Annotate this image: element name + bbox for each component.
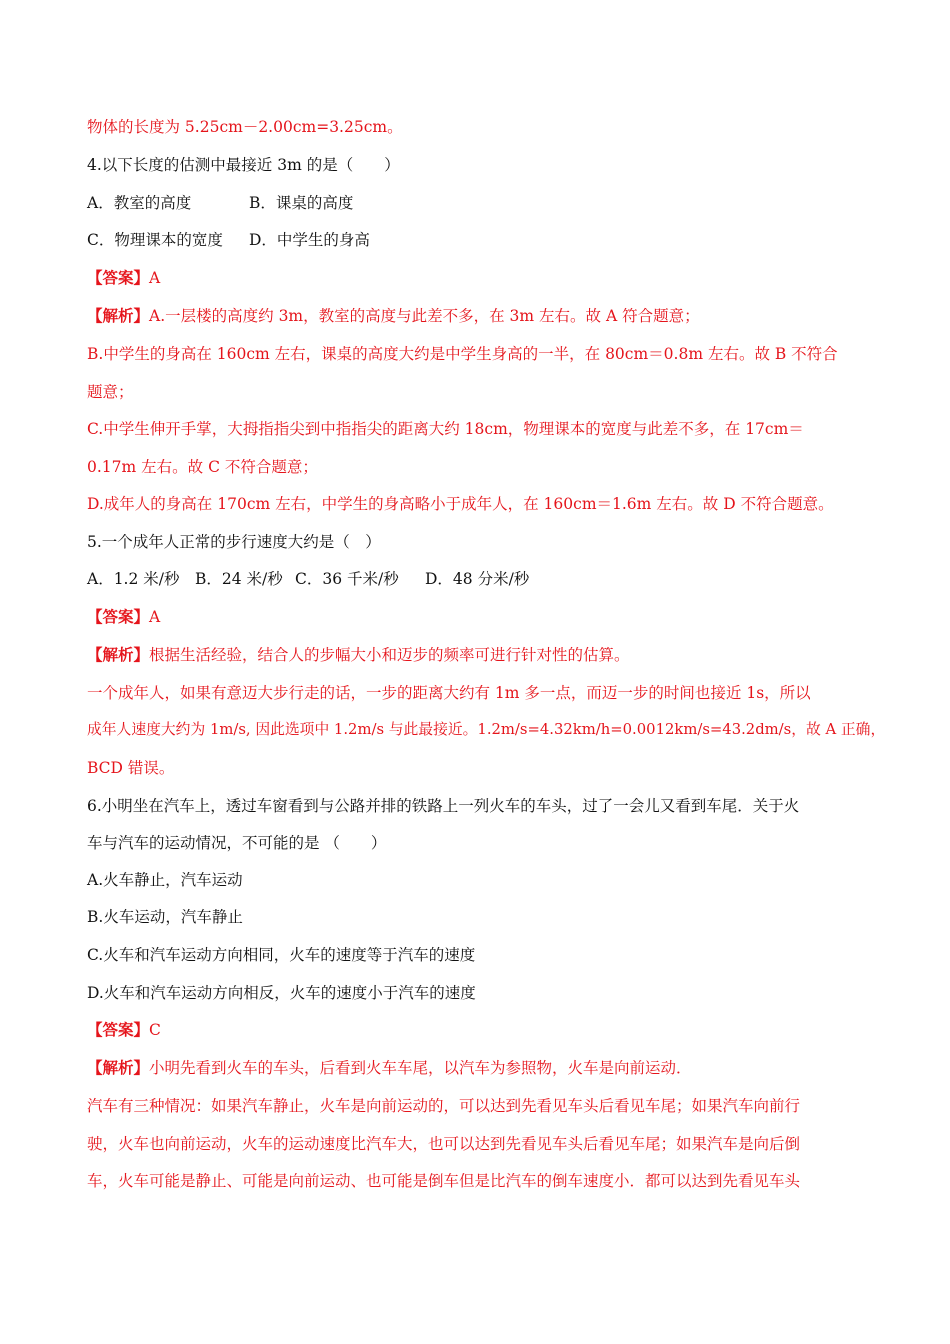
question-4-analysis-line: 题意； — [87, 383, 134, 401]
question-5-option-c: C．36 千米/秒 — [295, 570, 399, 588]
question-6-stem-line: 6.小明坐在汽车上，透过车窗看到与公路并排的铁路上一列火车的车头，过了一会儿又看到车尾．关于火 — [87, 797, 800, 815]
question-4-option-a: A．教室的高度 — [87, 194, 192, 212]
analysis-label: 【解析】 — [87, 1058, 150, 1077]
analysis-text: 小明先看到火车的车头，后看到火车车尾，以汽车为参照物，火车是向前运动． — [149, 1059, 692, 1077]
question-5-option-a: A．1.2 米/秒 — [87, 570, 180, 588]
answer-value: C — [149, 1021, 161, 1039]
question-6-option-d: D.火车和汽车运动方向相反，火车的速度小于汽车的速度 — [87, 984, 476, 1002]
question-5-analysis-line: 一个成年人，如果有意迈大步行走的话，一步的距离大约有 1m 多一点，而迈一步的时间也接近 1s，所以 — [87, 684, 811, 702]
answer-label: 【答案】 — [87, 268, 150, 287]
analysis-text: 根据生活经验，结合人的步幅大小和迈步的频率可进行针对性的估算。 — [149, 646, 630, 664]
analysis-label: 【解析】 — [87, 306, 150, 325]
question-4-option-b: B．课桌的高度 — [249, 194, 354, 212]
answer-value: A — [149, 269, 161, 287]
question-4-analysis-line: D.成年人的身高在 170cm 左右，中学生的身高略小于成年人，在 160cm＝1.6m 左右。故 D 不符合题意。 — [87, 495, 834, 513]
question-6-stem-line: 车与汽车的运动情况，不可能的是 （ ） — [87, 834, 387, 852]
question-6-analysis-line — [87, 1057, 890, 1079]
question-4-option-c: C．物理课本的宽度 — [87, 231, 223, 249]
question-6-analysis-line: 车，火车可能是静止、可能是向前运动、也可能是倒车但是比汽车的倒车速度小．都可以达到先看见车头 — [87, 1172, 801, 1190]
question-4-option-d: D．中学生的身高 — [249, 231, 370, 249]
question-4-stem: 4.以下长度的估测中最接近 3m 的是（ ） — [87, 156, 400, 174]
analysis-label: 【解析】 — [87, 645, 150, 664]
question-6-option-c: C.火车和汽车运动方向相同，火车的速度等于汽车的速度 — [87, 946, 476, 964]
question-6-option-b: B.火车运动，汽车静止 — [87, 908, 243, 926]
question-4-analysis-line — [87, 305, 890, 327]
question-5-stem: 5.一个成年人正常的步行速度大约是（ ） — [87, 533, 381, 551]
question-6-analysis-line: 汽车有三种情况：如果汽车静止，火车是向前运动的，可以达到先看见车头后看见车尾；如果汽车向前行 — [87, 1097, 801, 1115]
question-4-analysis-line: 0.17m 左右。故 C 不符合题意； — [87, 458, 318, 476]
question-4-analysis-line: C.中学生伸开手掌，大拇指指尖到中指指尖的距离大约 18cm，物理课本的宽度与此差不多，在 17cm＝ — [87, 420, 804, 438]
previous-answer-tail: 物体的长度为 5.25cm－2.00cm=3.25cm。 — [87, 118, 403, 136]
question-6-answer — [87, 1019, 890, 1041]
question-4-answer — [87, 267, 890, 289]
question-4-analysis-line: B.中学生的身高在 160cm 左右，课桌的高度大约是中学生身高的一半，在 80cm＝0.8m 左右。故 B 不符合 — [87, 345, 838, 363]
question-5-option-b: B．24 米/秒 — [195, 570, 283, 588]
question-5-analysis-line: 成年人速度大约为 1m/s, 因此选项中 1.2m/s 与此最接近。1.2m/s=4.32km/h=0.0012km/s=43.2dm/s，故 A 正确， — [87, 721, 886, 738]
answer-label: 【答案】 — [87, 607, 150, 626]
answer-label: 【答案】 — [87, 1020, 150, 1039]
question-5-analysis-line: BCD 错误。 — [87, 759, 175, 777]
question-4-options-row-1 — [87, 192, 890, 214]
question-5-analysis-line — [87, 644, 890, 666]
answer-value: A — [149, 608, 161, 626]
question-5-option-d: D．48 分米/秒 — [425, 570, 530, 588]
analysis-text: A.一层楼的高度约 3m，教室的高度与此差不多，在 3m 左右。故 A 符合题意； — [149, 307, 700, 325]
question-6-option-a: A.火车静止，汽车运动 — [87, 871, 243, 889]
question-5-options-row — [87, 568, 890, 590]
question-5-answer — [87, 606, 890, 628]
question-6-analysis-line: 驶，火车也向前运动，火车的运动速度比汽车大，也可以达到先看见车头后看见车尾；如果汽车是向后倒 — [87, 1135, 801, 1153]
question-4-options-row-2 — [87, 229, 890, 251]
